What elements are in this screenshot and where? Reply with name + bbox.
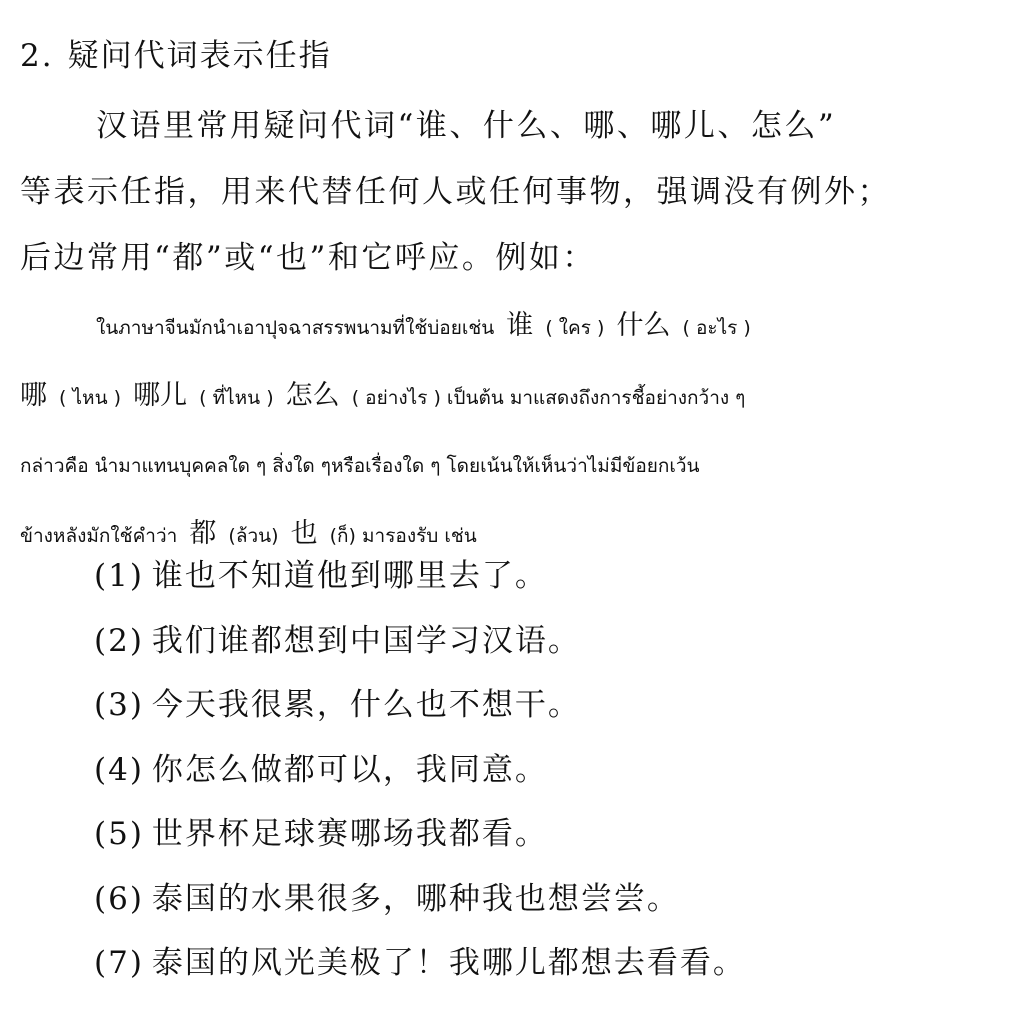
example-number: (3)	[94, 687, 144, 723]
example-number: (2)	[94, 622, 144, 659]
paragraph-line: 汉语里常用疑问代词“谁、什么、哪、哪儿、怎么”	[96, 108, 837, 144]
chinese-term: 哪	[20, 380, 47, 411]
thai-gloss: ( ใคร )	[545, 317, 605, 339]
thai-gloss: (ล้วน)	[228, 525, 279, 547]
thai-gloss: ( ที่ไหน )	[199, 387, 274, 409]
example-item	[94, 744, 746, 809]
example-sentence: 你怎么做都可以，我同意。	[151, 751, 548, 788]
thai-line-2	[20, 362, 980, 432]
thai-explanation-paragraph	[20, 292, 980, 570]
section-number: 2.	[20, 38, 54, 74]
example-list	[94, 550, 746, 1002]
example-item	[94, 679, 746, 744]
example-item	[94, 550, 746, 615]
example-sentence: 我们谁都想到中国学习汉语。	[151, 622, 581, 659]
paragraph-line: 后边常用“都”或“也”和它呼应。例如：	[20, 240, 596, 276]
chinese-term: 哪儿	[133, 380, 188, 411]
thai-text: ( อย่างไร ) เป็นต้น มาแสดงถึงการชี้อย่างกว้าง ๆ	[351, 387, 746, 409]
thai-text: ข้างหลังมักใช้คำว่า	[20, 525, 178, 547]
example-number: (7)	[94, 945, 144, 981]
thai-text: ในภาษาจีนมักนำเอาปุจฉาสรรพนามที่ใช้บ่อยเช่น	[96, 317, 495, 339]
chinese-explanation-paragraph	[20, 93, 980, 291]
chinese-term: 什么	[616, 310, 671, 341]
example-item	[94, 873, 746, 938]
example-sentence: 今天我很累，什么也不想干。	[151, 687, 581, 723]
example-sentence: 世界杯足球赛哪场我都看。	[151, 816, 548, 852]
example-number: (1)	[94, 558, 144, 594]
example-item	[94, 937, 746, 1002]
thai-line-3: กล่าวคือ นำมาแทนบุคคลใด ๆ สิ่งใด ๆหรือเรื่องใด ๆ โดยเน้นให้เห็นว่าไม่มีข้อยกเว้น	[20, 455, 700, 477]
section-title: 疑问代词表示任指	[67, 38, 332, 74]
paragraph-line: 等表示任指，用来代替任何人或任何事物，强调没有例外；	[20, 174, 891, 210]
example-number: (6)	[94, 880, 144, 917]
example-item	[94, 615, 746, 680]
thai-text: (ก็) มารองรับ เช่น	[329, 525, 477, 547]
chinese-term: 也	[290, 518, 318, 549]
chinese-term: 都	[189, 518, 217, 549]
example-sentence: 谁也不知道他到哪里去了。	[151, 558, 548, 594]
example-number: (5)	[94, 816, 144, 852]
example-item	[94, 808, 746, 873]
thai-gloss: ( อะไร )	[682, 317, 751, 339]
thai-line-1	[20, 292, 980, 362]
example-number: (4)	[94, 751, 144, 788]
chinese-term: 怎么	[285, 380, 340, 411]
section-heading	[20, 30, 332, 75]
thai-gloss: ( ไหน )	[59, 387, 122, 409]
example-sentence: 泰国的风光美极了！我哪儿都想去看看。	[151, 945, 746, 981]
example-sentence: 泰国的水果很多，哪种我也想尝尝。	[151, 880, 680, 917]
chinese-term: 谁	[506, 310, 534, 341]
